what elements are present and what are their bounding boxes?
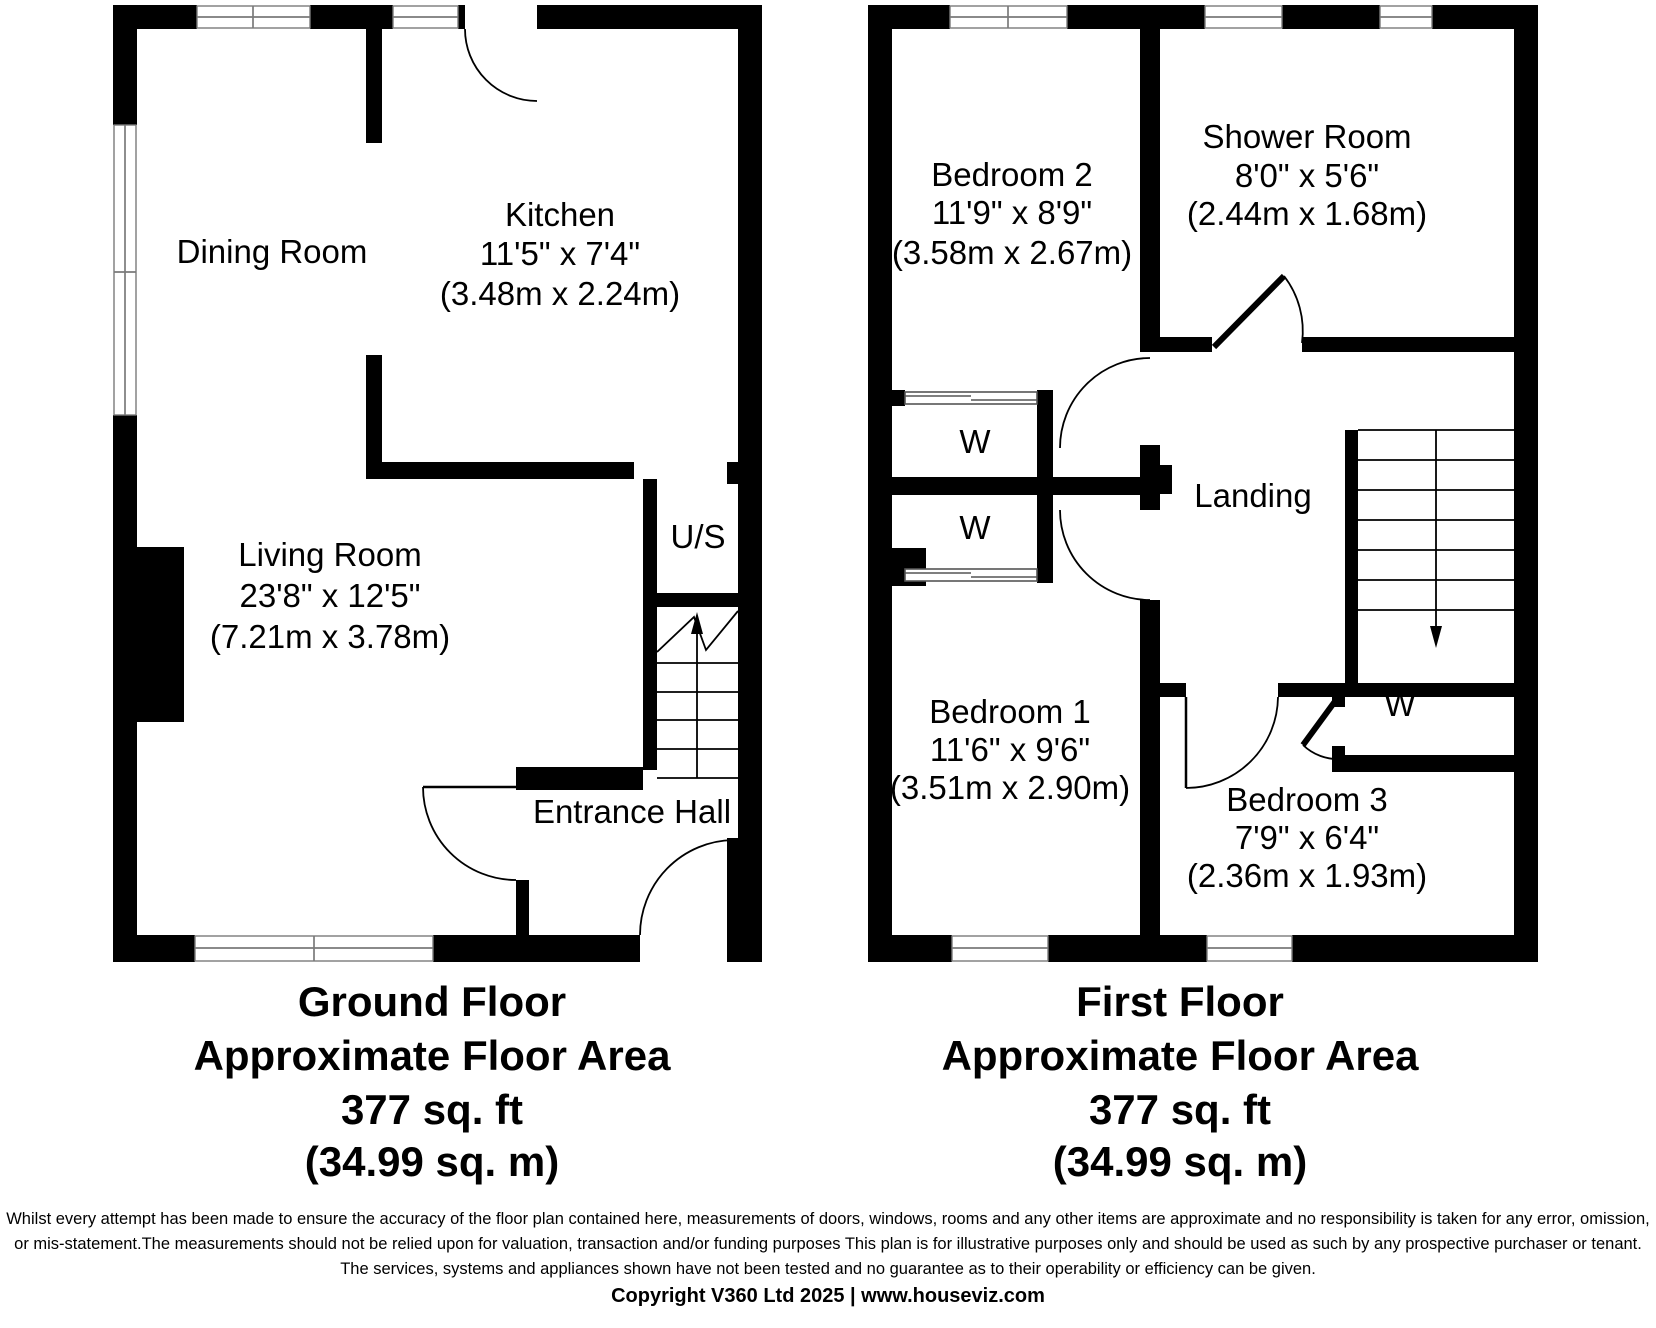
first-floor-plan bbox=[868, 5, 1538, 1185]
living-room-label: Living Room bbox=[238, 536, 422, 573]
ground-floor-area-sqft: 377 sq. ft bbox=[340, 1086, 524, 1133]
shower-room-label: Shower Room bbox=[1202, 118, 1412, 155]
stair-down-arrow bbox=[1430, 626, 1442, 648]
wardrobe2-label: W bbox=[959, 509, 991, 546]
first-floor-title-block bbox=[942, 978, 1420, 1185]
ground-floor-area-label: Approximate Floor Area bbox=[193, 1032, 671, 1079]
bedroom2-dims-imperial: 11'9" x 8'9" bbox=[931, 194, 1093, 231]
stair-up-arrow bbox=[691, 612, 703, 634]
window-top-dining bbox=[197, 6, 310, 28]
ground-floor-windows bbox=[114, 6, 458, 961]
bedroom2-door-arc bbox=[1060, 358, 1150, 448]
understairs-label: U/S bbox=[670, 518, 726, 555]
landing-label: Landing bbox=[1194, 477, 1312, 514]
shower-dims-imperial: 8'0" x 5'6" bbox=[1234, 157, 1380, 194]
bedroom3-door-arc bbox=[1186, 697, 1278, 788]
window-bottom-living bbox=[195, 936, 433, 961]
first-floor-title: First Floor bbox=[1076, 978, 1284, 1025]
wardrobe2-sliding-door bbox=[905, 569, 1037, 581]
window-top-shower-left bbox=[1205, 6, 1282, 28]
first-floor-doors bbox=[1060, 276, 1341, 788]
first-floor-area-sqft: 377 sq. ft bbox=[1088, 1086, 1272, 1133]
wardrobe3-door-leaf bbox=[1303, 700, 1336, 745]
bedroom3-dims-metric: (2.36m x 1.93m) bbox=[1186, 857, 1428, 894]
first-floor-stairs bbox=[1358, 430, 1514, 648]
window-bottom-bedroom1 bbox=[952, 936, 1048, 961]
living-door-arc bbox=[423, 787, 516, 880]
bedroom2-dims-metric: (3.58m x 2.67m) bbox=[891, 234, 1133, 271]
front-door-arc bbox=[640, 840, 733, 935]
wardrobe1-sliding-door bbox=[905, 392, 1037, 404]
window-top-bedroom2 bbox=[950, 6, 1067, 28]
kitchen-door-arc bbox=[465, 29, 537, 101]
kitchen-dims-imperial: 11'5" x 7'4" bbox=[479, 235, 641, 272]
wardrobe3-label: W bbox=[1384, 686, 1416, 723]
ground-floor-stairs bbox=[657, 611, 738, 778]
first-floor-area-label: Approximate Floor Area bbox=[941, 1032, 1419, 1079]
wardrobe1-label: W bbox=[959, 423, 991, 460]
ground-floor-title-block bbox=[194, 978, 672, 1185]
bedroom2-label: Bedroom 2 bbox=[931, 156, 1093, 193]
disclaimer-line3: The services, systems and appliances shown have not been tested and no guarantee as to their operability or efficiency can be given. bbox=[340, 1260, 1316, 1278]
ground-floor-area-sqm: (34.99 sq. m) bbox=[304, 1138, 560, 1185]
shower-door-leaf bbox=[1214, 276, 1284, 347]
kitchen-dims-metric: (3.48m x 2.24m) bbox=[439, 275, 681, 312]
window-top-shower-right bbox=[1380, 6, 1432, 28]
bedroom3-dims-imperial: 7'9" x 6'4" bbox=[1234, 819, 1380, 856]
window-top-kitchen bbox=[393, 6, 458, 28]
window-bottom-bedroom3 bbox=[1207, 936, 1292, 961]
bedroom1-label: Bedroom 1 bbox=[929, 693, 1091, 730]
kitchen-label: Kitchen bbox=[504, 196, 616, 233]
dining-room-label: Dining Room bbox=[176, 233, 368, 270]
living-dims-imperial: 23'8" x 12'5" bbox=[239, 577, 421, 614]
window-left-dining bbox=[114, 125, 136, 415]
shower-dims-metric: (2.44m x 1.68m) bbox=[1186, 195, 1428, 232]
entrance-hall-label: Entrance Hall bbox=[532, 793, 732, 830]
living-dims-metric: (7.21m x 3.78m) bbox=[209, 618, 451, 655]
disclaimer-line1: Whilst every attempt has been made to ensure the accuracy of the floor plan contained here, measurements of doors, windows, rooms and any other items are approximate and no responsibility is taken for any error, omission, bbox=[6, 1210, 1650, 1228]
copyright-line: Copyright V360 Ltd 2025 | www.houseviz.com bbox=[611, 1285, 1045, 1307]
ground-floor-plan bbox=[113, 5, 762, 1185]
bedroom1-dims-metric: (3.51m x 2.90m) bbox=[889, 769, 1131, 806]
shower-door-arc bbox=[1284, 276, 1303, 343]
bedroom1-dims-imperial: 11'6" x 9'6" bbox=[929, 731, 1091, 768]
footer bbox=[6, 1210, 1650, 1307]
bedroom3-label: Bedroom 3 bbox=[1226, 781, 1388, 818]
ground-floor-title: Ground Floor bbox=[297, 978, 567, 1025]
bedroom1-door-arc bbox=[1060, 510, 1150, 600]
disclaimer-line2: or mis-statement.The measurements should not be relied upon for valuation, transaction and/or funding purposes This plan is for illustrative purposes only and should be used as such by any prospective purchaser or tenant. bbox=[14, 1235, 1642, 1253]
first-floor-area-sqm: (34.99 sq. m) bbox=[1052, 1138, 1308, 1185]
